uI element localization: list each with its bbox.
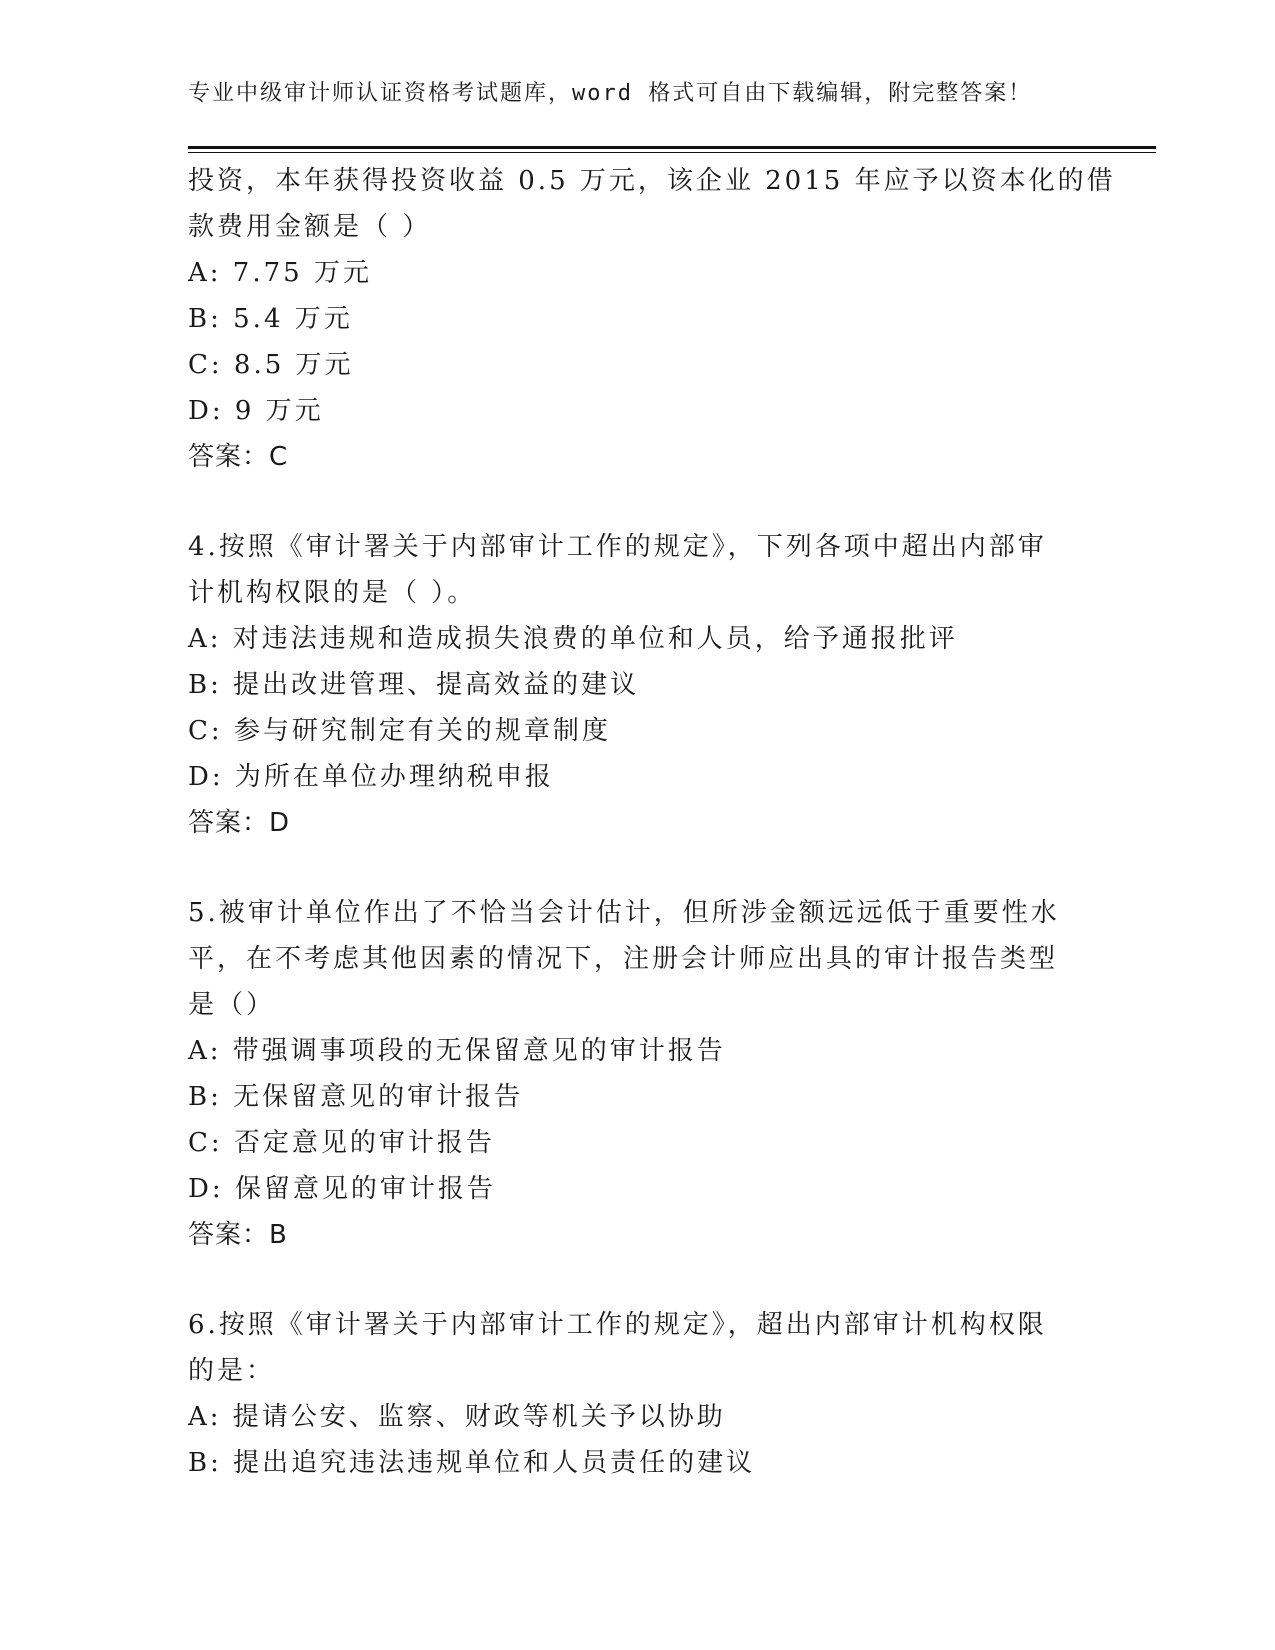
option-a: A: 提请公安、监察、财政等机关予以协助 bbox=[188, 1402, 726, 1432]
question-stem-line: 的是： bbox=[188, 1356, 276, 1386]
question-3 bbox=[188, 158, 1116, 480]
question-stem-line: 平，在不考虑其他因素的情况下，注册会计师应出具的审计报告类型 bbox=[188, 944, 1059, 974]
question-stem-line: 4.按照《审计署关于内部审计工作的规定》，下列各项中超出内部审 bbox=[188, 532, 1047, 562]
question-stem-line: 款费用金额是（ ） bbox=[188, 212, 432, 242]
option-b: B: 无保留意见的审计报告 bbox=[188, 1082, 524, 1112]
header-rule-thin bbox=[188, 152, 1156, 153]
answer-line: 答案：C bbox=[188, 442, 289, 472]
option-c: C: 参与研究制定有关的规章制度 bbox=[188, 716, 611, 746]
question-5 bbox=[188, 890, 1088, 1258]
option-a: A: 7.75 万元 bbox=[188, 258, 372, 288]
option-c: C: 否定意见的审计报告 bbox=[188, 1128, 495, 1158]
question-stem-line: 是（） bbox=[188, 990, 276, 1020]
option-c: C: 8.5 万元 bbox=[188, 350, 354, 380]
option-d: D: 保留意见的审计报告 bbox=[188, 1174, 496, 1204]
question-stem-line: 5.被审计单位作出了不恰当会计估计，但所涉金额远远低于重要性水 bbox=[188, 898, 1060, 928]
document-body bbox=[188, 158, 1116, 1486]
question-4 bbox=[188, 524, 1088, 846]
answer-line: 答案：B bbox=[188, 1220, 288, 1250]
option-b: B: 5.4 万元 bbox=[188, 304, 353, 334]
question-stem-line: 投资，本年获得投资收益 0.5 万元，该企业 2015 年应予以资本化的借 bbox=[188, 166, 1116, 196]
spacer bbox=[188, 1258, 1088, 1302]
question-6 bbox=[188, 1302, 1088, 1486]
option-d: D: 9 万元 bbox=[188, 396, 324, 426]
header-rule-thick bbox=[188, 146, 1156, 149]
option-b: B: 提出追究违法违规单位和人员责任的建议 bbox=[188, 1448, 756, 1478]
answer-line: 答案：D bbox=[188, 808, 291, 838]
question-stem-line: 6.按照《审计署关于内部审计工作的规定》，超出内部审计机构权限 bbox=[188, 1310, 1047, 1340]
option-a: A: 对违法违规和造成损失浪费的单位和人员，给予通报批评 bbox=[188, 624, 958, 654]
option-a: A: 带强调事项段的无保留意见的审计报告 bbox=[188, 1036, 726, 1066]
option-b: B: 提出改进管理、提高效益的建议 bbox=[188, 670, 640, 700]
option-d: D: 为所在单位办理纳税申报 bbox=[188, 762, 554, 792]
page-header: 专业中级审计师认证资格考试题库，word 格式可自由下载编辑，附完整答案！ bbox=[188, 81, 1033, 106]
spacer bbox=[188, 846, 1088, 890]
question-stem-line: 计机构权限的是（ ）。 bbox=[188, 578, 477, 608]
spacer bbox=[188, 480, 1088, 524]
